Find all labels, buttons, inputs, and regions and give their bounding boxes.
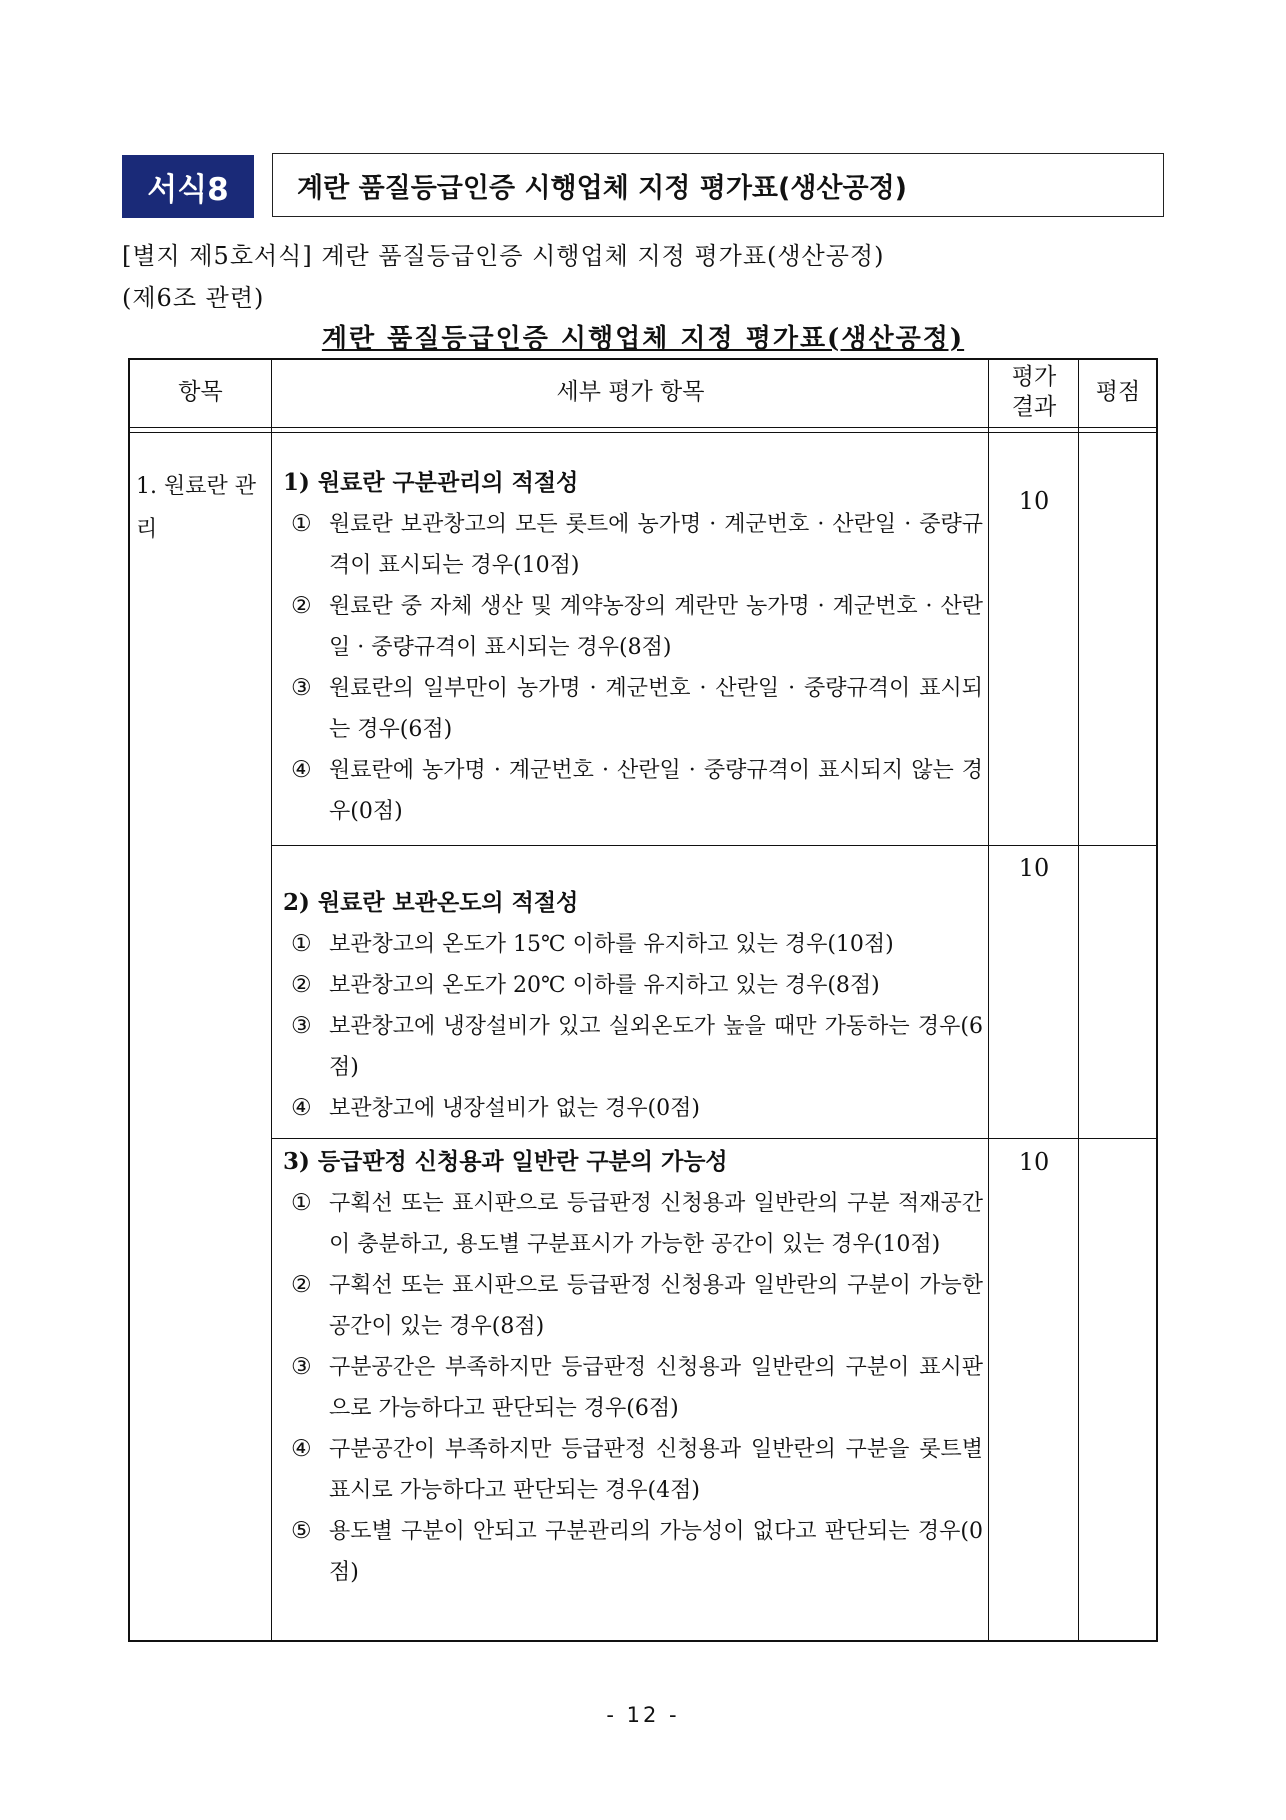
criterion-number: ④ bbox=[291, 1095, 312, 1121]
header-rule bbox=[128, 432, 1158, 433]
criterion-item bbox=[283, 1347, 983, 1429]
criterion-item bbox=[283, 1006, 983, 1088]
criterion-text: 구획선 또는 표시판으로 등급판정 신청용과 일반란의 구분 적재공간이 충분하고, 용도별 구분표시가 가능한 공간이 있는 경우(10점) bbox=[329, 1191, 983, 1257]
criterion-text: 원료란에 농가명 · 계군번호 · 산란일 · 중량규격이 표시되지 않는 경우(0점) bbox=[329, 758, 983, 824]
criterion-item bbox=[283, 586, 983, 668]
criterion-number: ④ bbox=[291, 1436, 312, 1462]
section-title: 3) 등급판정 신청용과 일반란 구분의 가능성 bbox=[283, 1148, 728, 1175]
column-divider bbox=[988, 358, 989, 1642]
criterion-number: ③ bbox=[291, 1354, 312, 1380]
criterion-number: ④ bbox=[291, 757, 312, 783]
column-header-item: 항목 bbox=[178, 379, 223, 406]
criterion-item bbox=[283, 504, 983, 586]
annex-form-reference: [별지 제5호서식] 계란 품질등급인증 시행업체 지정 평가표(생산공정) bbox=[122, 242, 885, 270]
criterion-text: 보관창고에 냉장설비가 있고 실외온도가 높을 때만 가동하는 경우(6점) bbox=[329, 1014, 983, 1080]
category-label: 1. 원료란 관리 bbox=[136, 474, 256, 542]
form-number-badge: 서식8 bbox=[122, 155, 254, 218]
criterion-number: ① bbox=[291, 511, 312, 537]
section-score: 10 bbox=[1018, 1148, 1050, 1176]
criterion-number: ③ bbox=[291, 675, 312, 701]
form-title: 계란 품질등급인증 시행업체 지정 평가표(생산공정) bbox=[272, 153, 1164, 217]
criterion-text: 보관창고의 온도가 20℃ 이하를 유지하고 있는 경우(8점) bbox=[329, 973, 880, 998]
criterion-number: ② bbox=[291, 1272, 312, 1298]
section-title: 2) 원료란 보관온도의 적절성 bbox=[283, 889, 579, 916]
criterion-text: 구획선 또는 표시판으로 등급판정 신청용과 일반란의 구분이 가능한 공간이 있는 경우(8점) bbox=[329, 1273, 983, 1339]
section-score: 10 bbox=[1018, 487, 1050, 515]
criterion-number: ⑤ bbox=[291, 1518, 312, 1544]
evaluation-section-1 bbox=[283, 462, 983, 832]
criterion-number: ② bbox=[291, 593, 312, 619]
criterion-number: ② bbox=[291, 972, 312, 998]
criterion-item bbox=[283, 1511, 983, 1593]
section-score: 10 bbox=[1018, 854, 1050, 882]
criterion-text: 보관창고의 온도가 15℃ 이하를 유지하고 있는 경우(10점) bbox=[329, 932, 894, 957]
criterion-number: ③ bbox=[291, 1013, 312, 1039]
evaluation-section-2 bbox=[283, 882, 983, 1129]
column-divider bbox=[271, 358, 272, 1642]
criterion-item bbox=[283, 1183, 983, 1265]
column-header-detail: 세부 평가 항목 bbox=[556, 379, 705, 406]
criterion-text: 원료란 중 자체 생산 및 계약농장의 계란만 농가명 · 계군번호 · 산란일 · 중량규격이 표시되는 경우(8점) bbox=[329, 594, 983, 660]
criterion-item bbox=[283, 1088, 983, 1129]
criterion-text: 구분공간이 부족하지만 등급판정 신청용과 일반란의 구분을 롯트별 표시로 가능하다고 판단되는 경우(4점) bbox=[329, 1437, 983, 1503]
row-divider bbox=[271, 845, 1158, 846]
column-header-result: 평가 결과 bbox=[1011, 364, 1057, 420]
related-article: (제6조 관련) bbox=[122, 284, 265, 312]
criterion-text: 원료란 보관창고의 모든 롯트에 농가명 · 계군번호 · 산란일 · 중량규격이 표시되는 경우(10점) bbox=[329, 512, 983, 578]
criterion-item bbox=[283, 668, 983, 750]
criterion-number: ① bbox=[291, 1190, 312, 1216]
criterion-item bbox=[283, 965, 983, 1006]
criterion-text: 보관창고에 냉장설비가 없는 경우(0점) bbox=[329, 1096, 700, 1121]
criterion-text: 용도별 구분이 안되고 구분관리의 가능성이 없다고 판단되는 경우(0점) bbox=[329, 1519, 983, 1585]
criterion-item bbox=[283, 1265, 983, 1347]
criterion-item bbox=[283, 1429, 983, 1511]
column-divider bbox=[1078, 358, 1079, 1642]
header-rule bbox=[128, 427, 1158, 428]
criterion-item bbox=[283, 924, 983, 965]
column-header-grade: 평점 bbox=[1095, 379, 1141, 406]
page-number: - 12 - bbox=[606, 1703, 680, 1727]
row-divider bbox=[271, 1138, 1158, 1139]
criterion-number: ① bbox=[291, 931, 312, 957]
criterion-text: 원료란의 일부만이 농가명 · 계군번호 · 산란일 · 중량규격이 표시되는 경우(6점) bbox=[329, 676, 983, 742]
criterion-text: 구분공간은 부족하지만 등급판정 신청용과 일반란의 구분이 표시판으로 가능하다고 판단되는 경우(6점) bbox=[329, 1355, 983, 1421]
section-title: 1) 원료란 구분관리의 적절성 bbox=[283, 469, 579, 496]
evaluation-section-3 bbox=[283, 1141, 983, 1593]
table-caption: 계란 품질등급인증 시행업체 지정 평가표(생산공정) bbox=[321, 324, 965, 354]
criterion-item bbox=[283, 750, 983, 832]
